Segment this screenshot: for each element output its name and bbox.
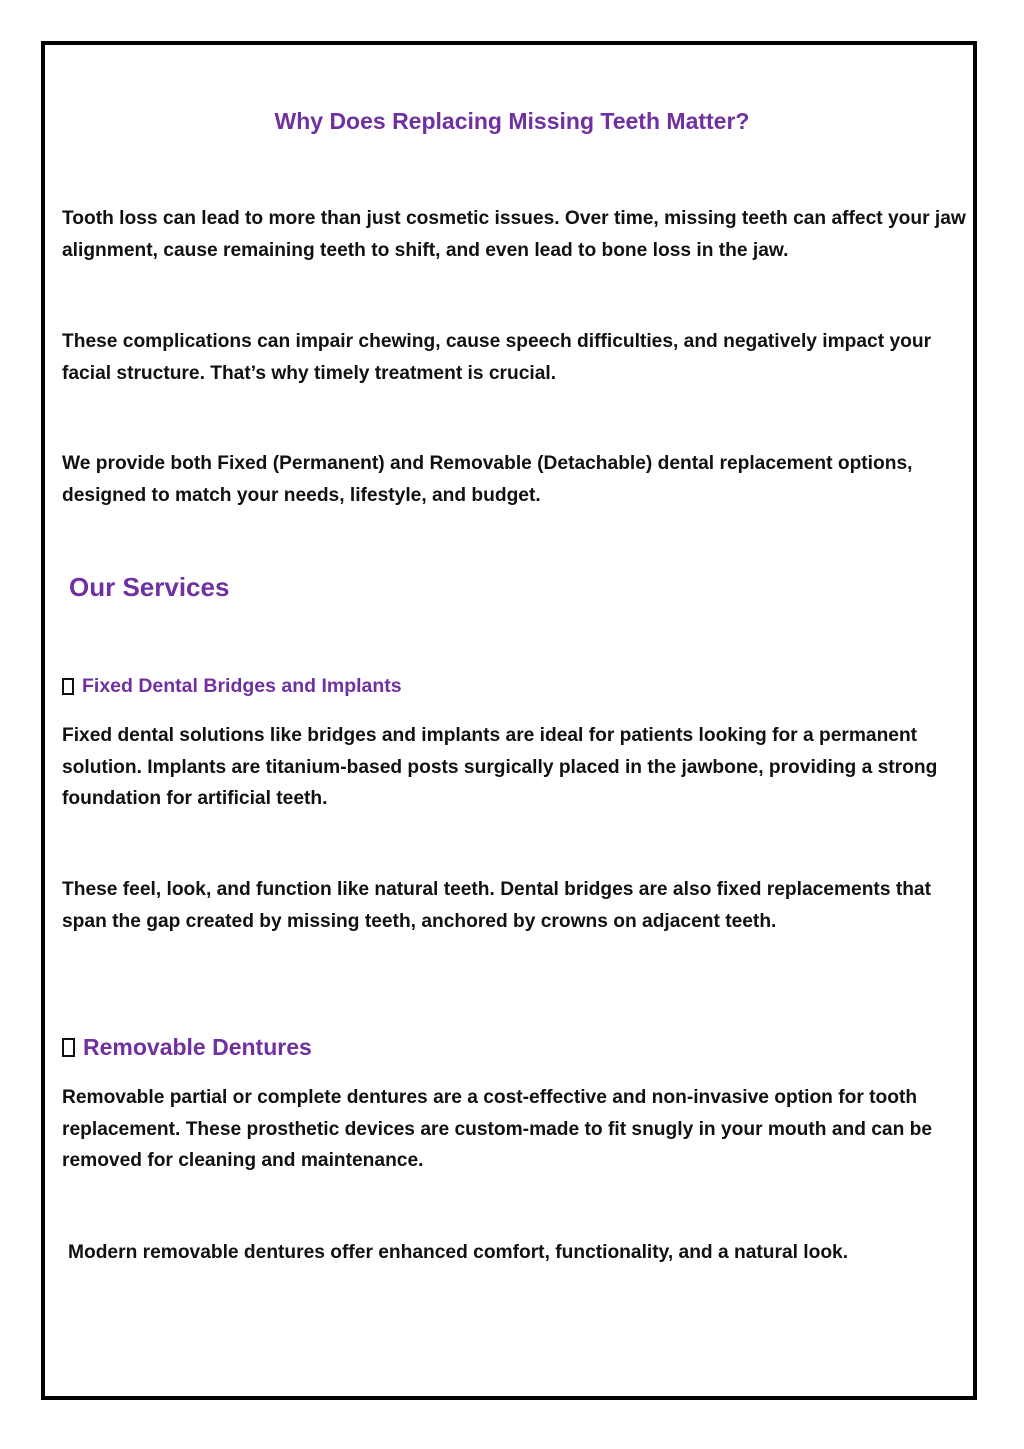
service-heading-label: Removable Dentures bbox=[83, 1034, 312, 1060]
empty-box-icon bbox=[62, 1038, 75, 1057]
service-heading-label: Fixed Dental Bridges and Implants bbox=[82, 675, 402, 697]
empty-box-icon bbox=[62, 678, 74, 695]
intro-paragraph-complications: These complications can impair chewing, cause speech difficulties, and negatively impact your facial structure. That’s why timely treatment is crucial. bbox=[62, 331, 932, 384]
service-paragraph-modern-dentures: Modern removable dentures offer enhanced comfort, functionality, and a natural look. bbox=[68, 1242, 849, 1263]
page-title: Why Does Replacing Missing Teeth Matter? bbox=[274, 108, 750, 134]
service-paragraph-removable-dentures: Removable partial or complete dentures are a cost-effective and non-invasive option for tooth replacement. These prosthetic devices are custom-made to fit snugly in your mouth and can be removed for cleaning and maintenance. bbox=[62, 1087, 933, 1172]
service-heading-fixed-bridges bbox=[62, 675, 402, 698]
service-paragraph-natural-feel: These feel, look, and function like natural teeth. Dental bridges are also fixed replacements that span the gap created by missing teeth, anchored by crowns on adjacent teeth. bbox=[62, 879, 931, 932]
intro-paragraph-options: We provide both Fixed (Permanent) and Removable (Detachable) dental replacement options, designed to match your needs, lifestyle, and budget. bbox=[62, 453, 913, 506]
service-paragraph-fixed-solutions: Fixed dental solutions like bridges and implants are ideal for patients looking for a permanent solution. Implants are titanium-based posts surgically placed in the jawbone, providing a strong foundation for artificial teeth. bbox=[62, 725, 938, 810]
services-heading: Our Services bbox=[69, 572, 230, 602]
intro-paragraph-tooth-loss: Tooth loss can lead to more than just cosmetic issues. Over time, missing teeth can affect your jaw alignment, cause remaining teeth to shift, and even lead to bone loss in the jaw. bbox=[62, 208, 966, 261]
service-heading-removable-dentures bbox=[62, 1034, 312, 1062]
